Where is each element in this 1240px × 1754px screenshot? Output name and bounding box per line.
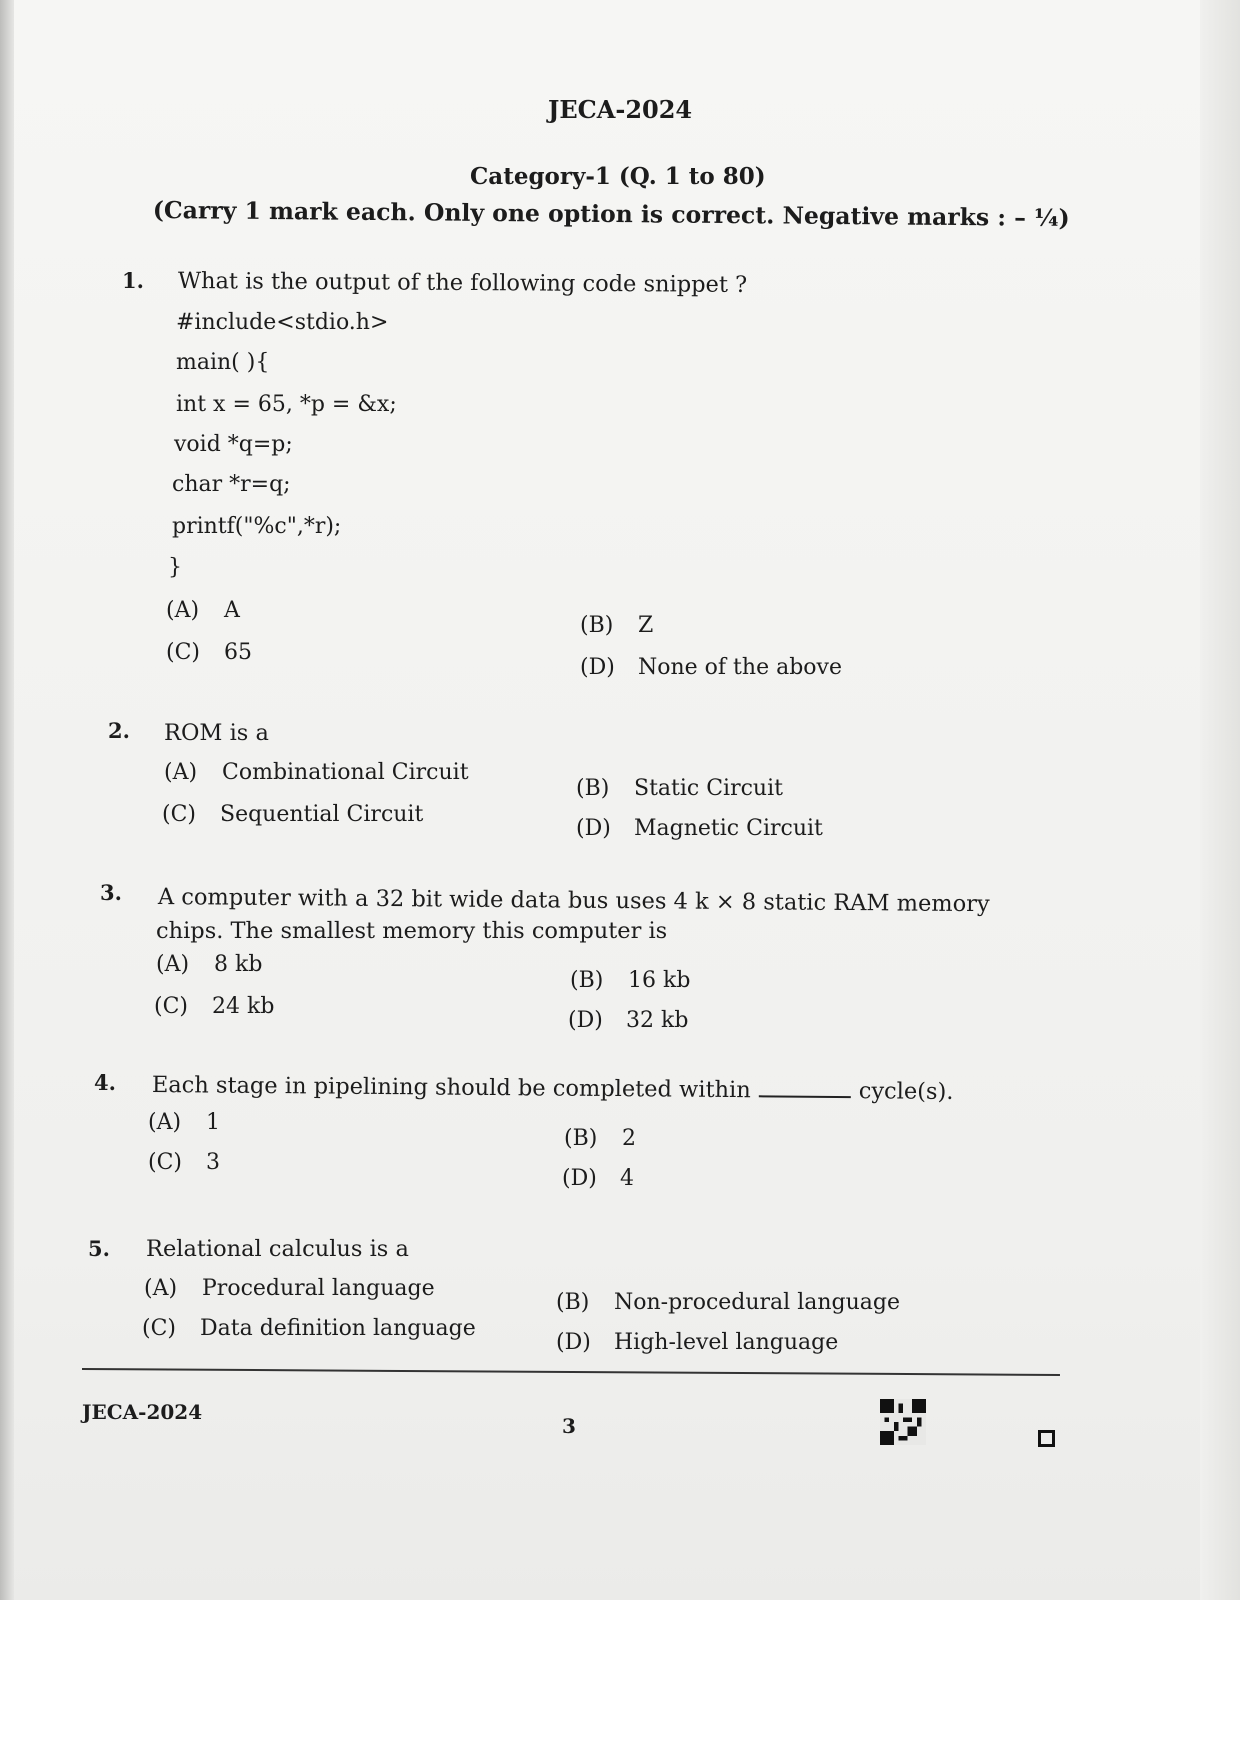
- option-label: (A): [144, 1276, 178, 1301]
- option-text: Data definition language: [200, 1316, 476, 1341]
- option-label: (B): [570, 968, 604, 993]
- option-a: [166, 598, 240, 623]
- question-stem: What is the output of the following code snippet ?: [177, 268, 748, 298]
- option-label: (D): [556, 1330, 591, 1355]
- option-text: A: [224, 598, 240, 623]
- option-text: Procedural language: [202, 1276, 435, 1301]
- code-line: printf("%c",*r);: [172, 514, 342, 539]
- question-stem: ROM is a: [164, 720, 269, 746]
- option-label: (D): [562, 1166, 597, 1191]
- code-line: char *r=q;: [172, 472, 291, 497]
- option-b: [564, 1126, 636, 1151]
- option-text: Sequential Circuit: [220, 802, 424, 827]
- question-number: 3.: [100, 880, 122, 905]
- marking-instruction: (Carry 1 mark each. Only one option is correct. Negative marks : – ¼): [152, 196, 1070, 233]
- option-a: [144, 1276, 435, 1301]
- code-line: main( ){: [176, 350, 270, 375]
- option-d: [576, 816, 823, 841]
- option-text: Combinational Circuit: [222, 760, 469, 785]
- option-text: 1: [206, 1110, 220, 1135]
- question-stem: Relational calculus is a: [146, 1236, 409, 1262]
- option-d: [562, 1166, 634, 1191]
- option-text: 4: [620, 1166, 634, 1191]
- option-label: (B): [556, 1290, 590, 1315]
- question-stem-line-1: A computer with a 32 bit wide data bus uses 4 k × 8 static RAM memory: [157, 884, 990, 918]
- option-text: 16 kb: [628, 968, 691, 993]
- option-label: (A): [148, 1110, 182, 1135]
- question-stem-suffix: cycle(s).: [858, 1078, 954, 1105]
- option-text: 3: [206, 1150, 220, 1175]
- option-label: (B): [580, 613, 614, 638]
- question-stem-text: Each stage in pipelining should be completed within: [151, 1072, 751, 1104]
- option-text: Magnetic Circuit: [634, 816, 823, 841]
- option-label: (A): [164, 760, 198, 785]
- option-label: (C): [154, 994, 188, 1019]
- option-label: (C): [166, 640, 200, 665]
- option-text: 8 kb: [214, 952, 263, 977]
- option-label: (C): [148, 1150, 182, 1175]
- exam-title: JECA-2024: [548, 95, 693, 124]
- code-line: }: [168, 555, 182, 580]
- option-c: [162, 802, 423, 827]
- code-line: int x = 65, *p = &x;: [176, 392, 397, 417]
- option-text: 65: [224, 640, 252, 665]
- fill-in-blank: [759, 1077, 851, 1098]
- option-text: Non-procedural language: [614, 1290, 900, 1315]
- option-label: (D): [576, 816, 611, 841]
- option-c: [142, 1316, 476, 1341]
- code-line: void *q=p;: [174, 432, 293, 457]
- option-b: [556, 1290, 900, 1315]
- option-text: Static Circuit: [634, 776, 783, 801]
- option-text: 32 kb: [626, 1008, 689, 1033]
- option-a: [156, 952, 262, 977]
- question-number: 5.: [88, 1236, 110, 1261]
- option-a: [164, 760, 469, 785]
- scan-right-shadow: [1200, 0, 1240, 1754]
- option-label: (D): [580, 655, 615, 680]
- option-label: (C): [142, 1316, 176, 1341]
- option-c: [148, 1150, 220, 1175]
- code-line: #include<stdio.h>: [176, 310, 389, 335]
- option-label: (B): [564, 1126, 598, 1151]
- question-stem-line-2: chips. The smallest memory this computer is: [156, 918, 668, 944]
- scan-left-edge: [0, 0, 14, 1754]
- option-text: 2: [622, 1126, 636, 1151]
- footer-exam-code: JECA-2024: [82, 1400, 203, 1424]
- option-d: [568, 1008, 688, 1033]
- option-label: (B): [576, 776, 610, 801]
- option-d: [556, 1330, 838, 1355]
- footer-divider: [82, 1368, 1060, 1376]
- question-stem: [152, 1072, 954, 1105]
- question-number: 4.: [94, 1070, 116, 1095]
- option-b: [580, 613, 653, 638]
- page-number: 3: [562, 1414, 576, 1438]
- option-text: 24 kb: [212, 994, 275, 1019]
- option-label: (C): [162, 802, 196, 827]
- question-number: 1.: [122, 268, 144, 293]
- category-heading: Category-1 (Q. 1 to 80): [470, 163, 766, 190]
- scan-bottom-margin: [0, 1600, 1240, 1754]
- option-c: [166, 640, 252, 665]
- option-c: [154, 994, 274, 1019]
- option-d: [580, 655, 842, 680]
- option-text: None of the above: [638, 655, 842, 680]
- question-number: 2.: [108, 718, 130, 743]
- footer-square-mark: [1038, 1430, 1055, 1447]
- option-text: Z: [638, 613, 654, 638]
- option-b: [570, 968, 690, 993]
- qr-code-icon: [880, 1398, 926, 1446]
- option-label: (D): [568, 1008, 603, 1033]
- option-label: (A): [156, 952, 190, 977]
- option-text: High-level language: [614, 1330, 839, 1355]
- option-a: [148, 1110, 220, 1135]
- option-label: (A): [166, 598, 200, 623]
- option-b: [576, 776, 783, 801]
